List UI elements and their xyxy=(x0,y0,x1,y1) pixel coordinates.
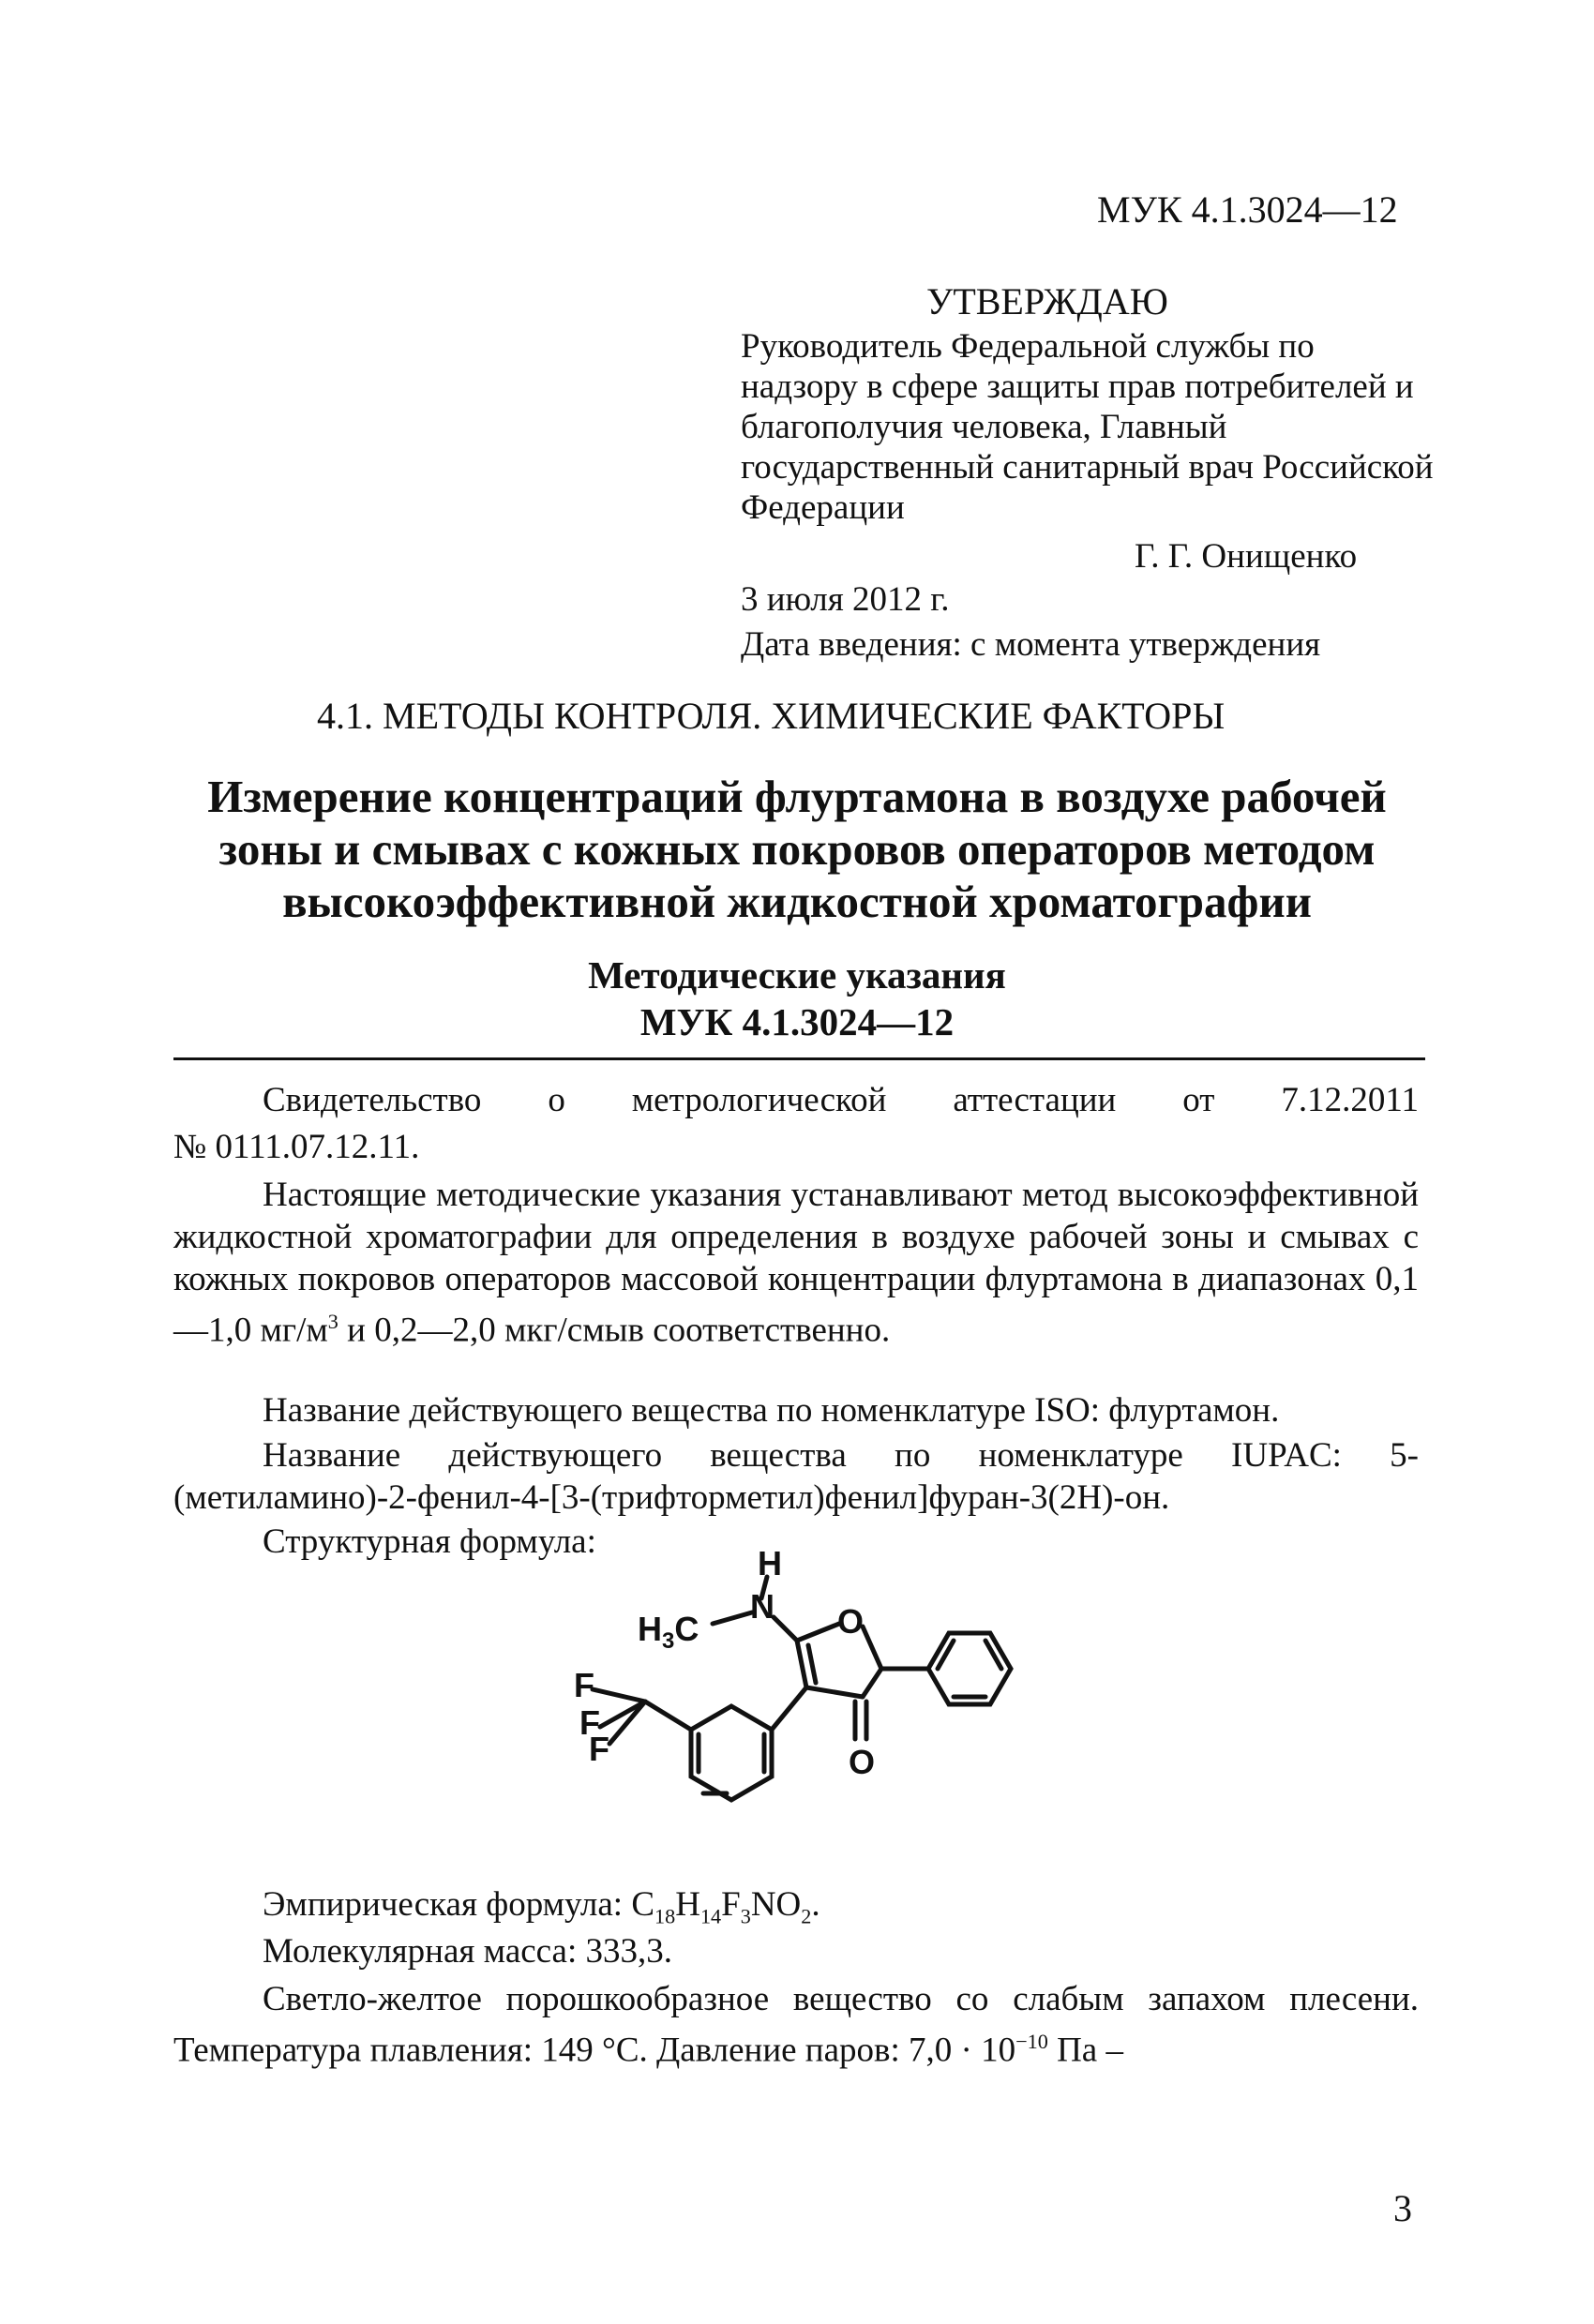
certificate-number: № 0111.07.12.11. xyxy=(173,1128,420,1166)
structural-formula-label: Структурная формула: xyxy=(263,1522,596,1561)
divider xyxy=(173,1057,1425,1060)
ring-oxygen-label: O xyxy=(837,1602,865,1641)
furanone-ring xyxy=(797,1624,881,1739)
aryl-furanone-bond xyxy=(772,1687,806,1730)
approval-position: Руководитель Федеральной службы по надзору в сфере защиты прав потребителей и благополучия человека, Главный государственный санитарный врач Российской Федерации xyxy=(741,327,1434,527)
pressure-exponent: −10 xyxy=(1015,2030,1048,2053)
approval-date: 3 июля 2012 г. xyxy=(741,580,950,619)
page-number: 3 xyxy=(1393,2187,1412,2229)
document-title: Измерение концентраций флуртамона в воздухе рабочей зоны и смывах с кожных покровов операторов методом высокоэффективной жидкостной хроматографии xyxy=(207,771,1387,927)
properties-paragraph: Светло-желтое порошкообразное вещество со слабым запахом плесени. Температура плавления: 149 °С. Давление паров: $7,0 \cdot 10^{-10}$ Па – xyxy=(173,1980,1419,2070)
cf-bond-2 xyxy=(600,1702,645,1727)
fluorine-label-1: F xyxy=(574,1666,594,1704)
methyl-label: $H_3C$ xyxy=(638,1610,699,1654)
c-n-bond xyxy=(774,1617,797,1641)
left-benzene-ring xyxy=(691,1706,772,1800)
effective-date: Дата введения: с момента утверждения xyxy=(741,625,1321,664)
iso-name-paragraph: Название действующего вещества по номенклатуре ISO: флуртамон. xyxy=(263,1391,1280,1430)
scope-text-a: Настоящие методические указания устанавливают метод высокоэффективной жидкостной хроматографии для определения в воздухе рабочей зоны и смывах с кожных покровов операторов массовой концентрации флуртамона в диапазонах 0,1—1,0 мг/м xyxy=(173,1176,1419,1350)
molecular-mass: Молекулярная масса: 333,3. xyxy=(263,1932,673,1971)
document-type: Методические указания xyxy=(588,953,1006,997)
cf-bond-1 xyxy=(593,1689,645,1702)
scope-text-b: и 0,2—2,0 мкг/смыв соответственно. xyxy=(338,1311,891,1350)
approval-heading: УТВЕРЖДАЮ xyxy=(926,280,1168,322)
cf-bond-3 xyxy=(609,1702,645,1744)
nitrogen-label: N xyxy=(750,1587,774,1626)
keto-oxygen-label: O xyxy=(849,1743,876,1781)
hydrogen-label: H xyxy=(758,1544,782,1582)
right-benzene-ring xyxy=(928,1633,1011,1704)
certificate-line: Свидетельство о метрологической аттестации от 7.12.2011 xyxy=(263,1081,1419,1119)
fluorine-label-2: F xyxy=(579,1703,600,1742)
scope-paragraph xyxy=(173,1174,1419,1351)
structural-formula-diagram xyxy=(488,1544,1125,1866)
section-heading: 4.1. МЕТОДЫ КОНТРОЛЯ. ХИМИЧЕСКИЕ ФАКТОРЫ xyxy=(317,695,1226,737)
empirical-formula-label: Эмпирическая формула: xyxy=(263,1885,632,1924)
empirical-formula: Эмпирическая формула: $C_{18}H_{14}F_3NO_2$. xyxy=(263,1885,820,1928)
document-number: МУК 4.1.3024—12 xyxy=(639,1000,955,1043)
iupac-name-paragraph: Название действующего вещества по номенклатуре IUPAC: 5-(метиламино)-2-фенил-4-[3-(трифторметил)фенил]фуран-3(2H)-он. xyxy=(173,1436,1419,1517)
approval-signer: Г. Г. Онищенко xyxy=(1135,537,1358,576)
n-methyl-bond xyxy=(713,1612,752,1624)
fluorine-label-3: F xyxy=(589,1730,609,1768)
scope-sup: 3 xyxy=(327,1310,338,1333)
document-code-header: МУК 4.1.3024—12 xyxy=(1097,188,1398,231)
cf3-bond xyxy=(645,1702,691,1730)
